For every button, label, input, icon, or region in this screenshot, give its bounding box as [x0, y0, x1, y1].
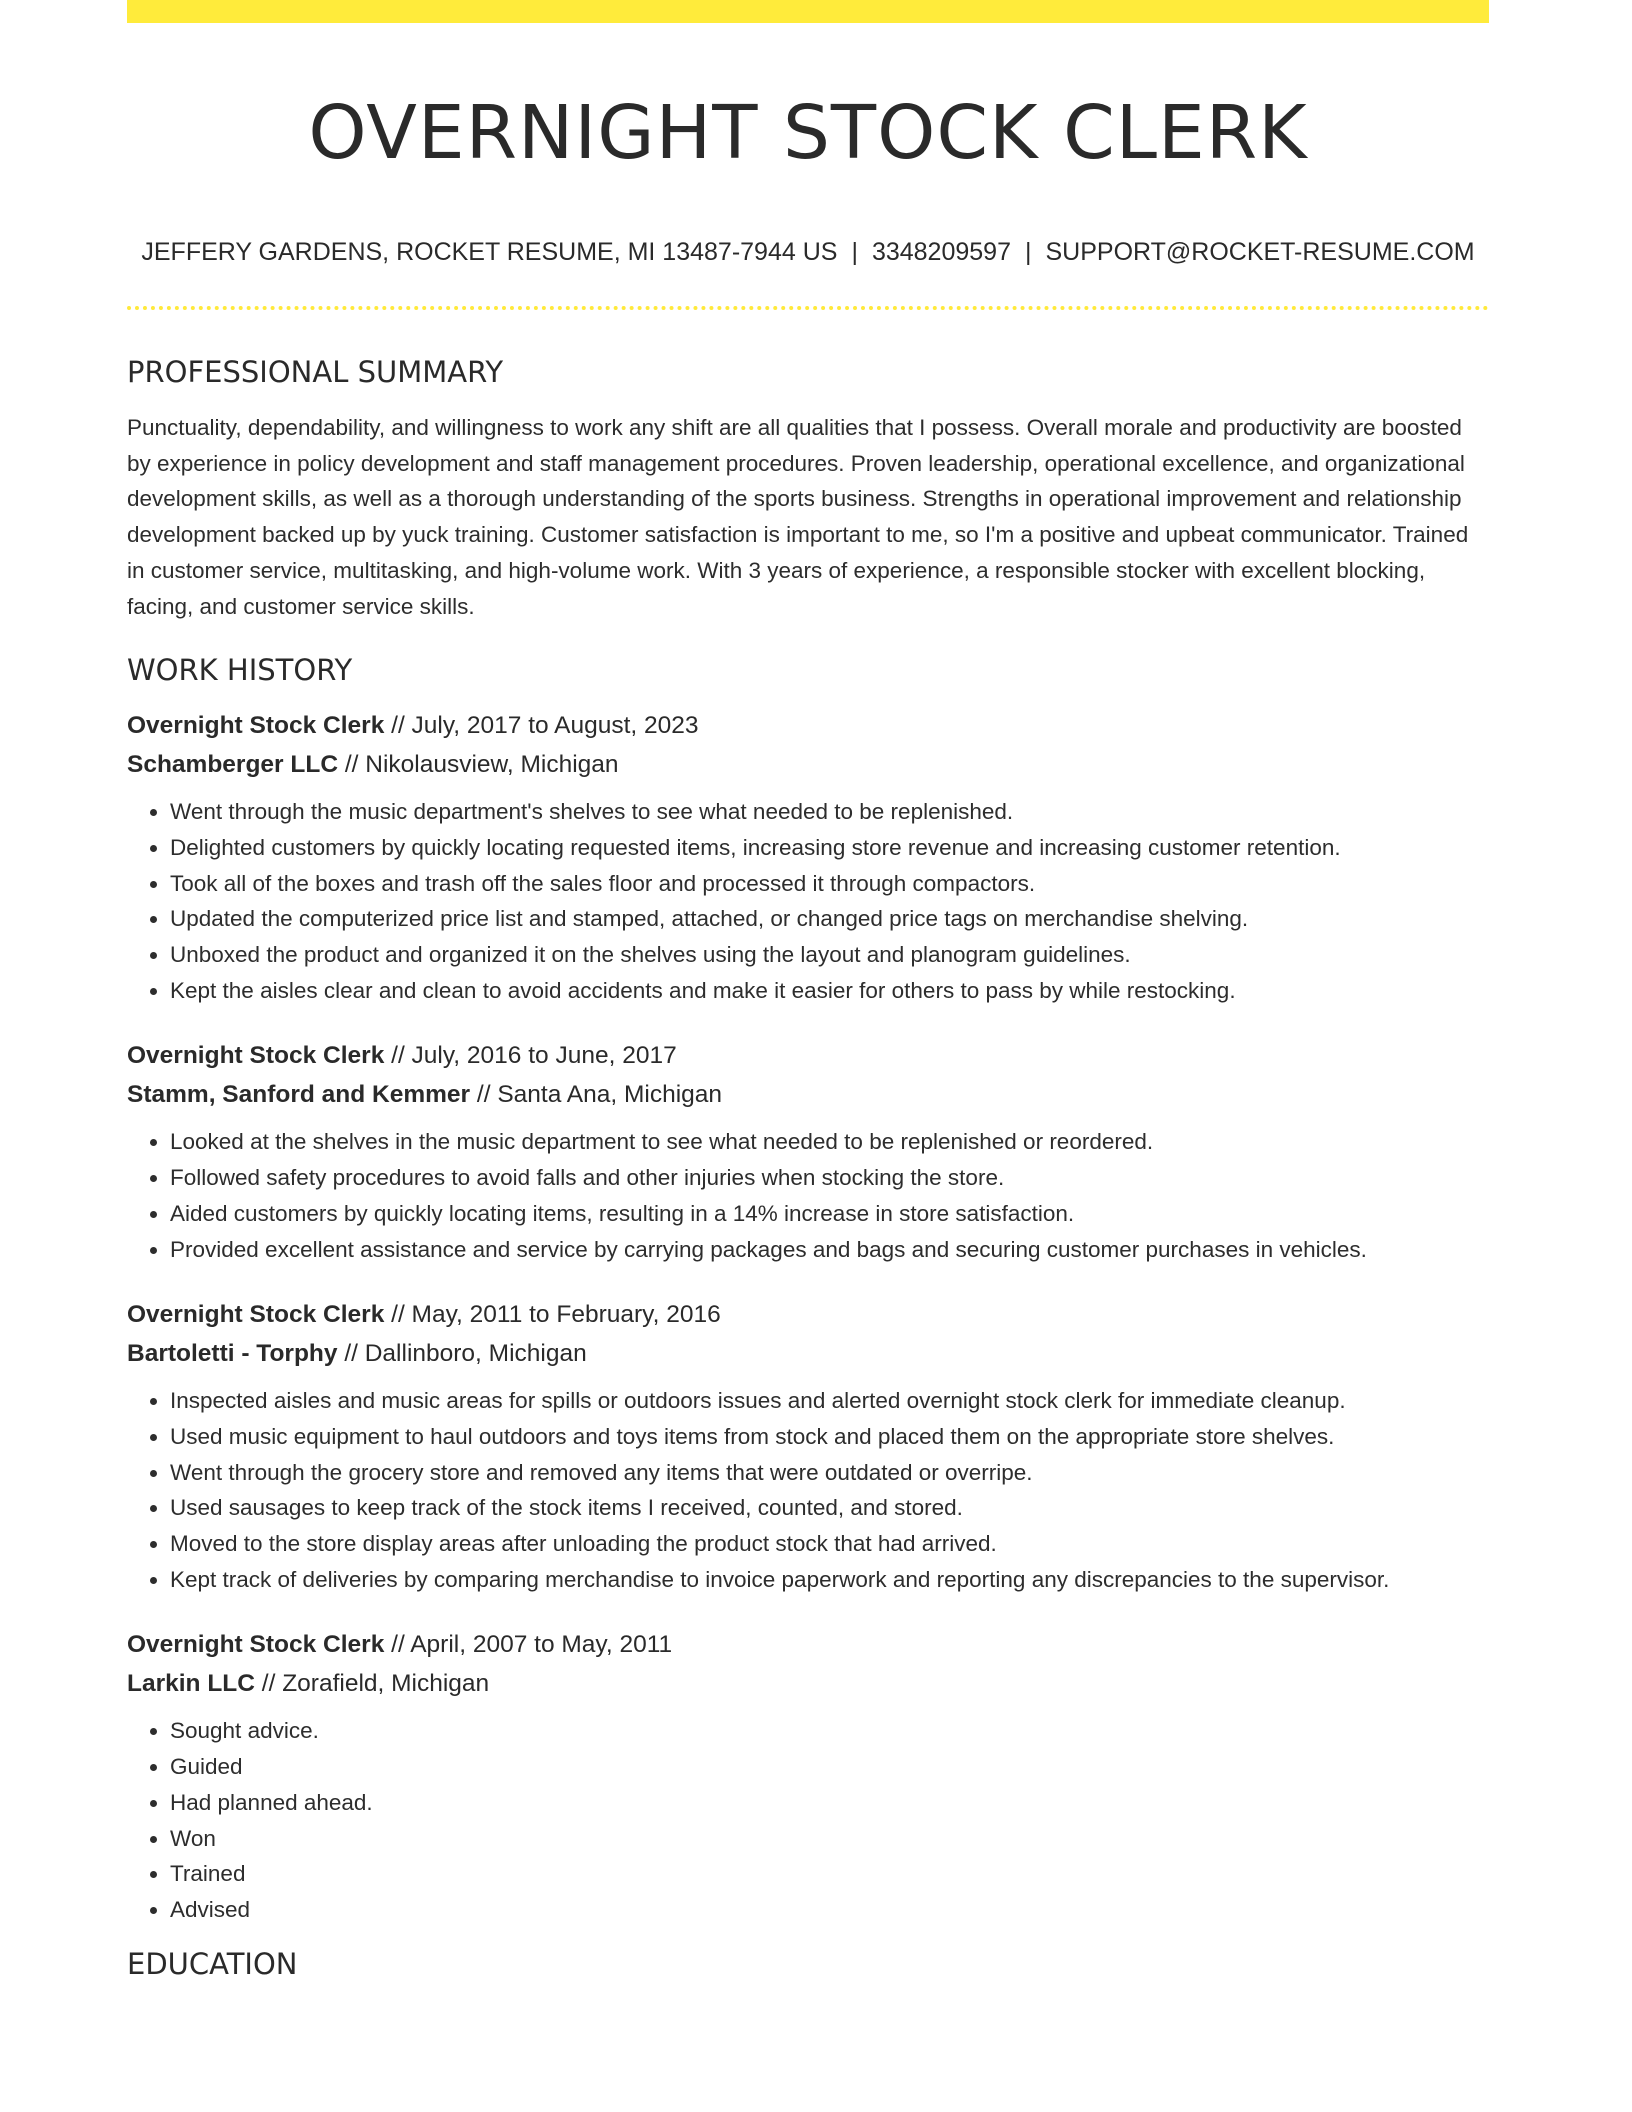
job-duty-item: • Sought advice.: [170, 1713, 1489, 1749]
job-duty-item: • Had planned ahead.: [170, 1785, 1489, 1821]
job-duty-item: • Used sausages to keep track of the stock items I received, counted, and stored.: [170, 1490, 1489, 1526]
job-duty-item: • Followed safety procedures to avoid falls and other injuries when stocking the store.: [170, 1160, 1489, 1196]
job-duty-item: • Took all of the boxes and trash off the sales floor and processed it through compactors.: [170, 866, 1489, 902]
job-company-line: [127, 1664, 1489, 1703]
job-title-line: [127, 706, 1489, 745]
contact-separator: |: [1024, 238, 1032, 266]
job-location: // Nikolausview, Michigan: [338, 751, 619, 779]
resume-title: OVERNIGHT STOCK CLERK: [308, 90, 1308, 176]
job-company-line: [127, 1334, 1489, 1373]
job-duty-item: • Went through the grocery store and removed any items that were outdated or overripe.: [170, 1455, 1489, 1491]
job-entry: [127, 706, 1489, 1008]
job-duty-item: • Kept track of deliveries by comparing merchandise to invoice paperwork and reporting any discrepancies to the supervisor.: [170, 1562, 1489, 1598]
job-dates: // July, 2017 to August, 2023: [384, 712, 699, 740]
job-entry: [127, 1625, 1489, 1927]
job-duties-list: [127, 1383, 1489, 1597]
job-duty-item: • Provided excellent assistance and service by carrying packages and bags and securing customer purchases in vehicles.: [170, 1232, 1489, 1268]
job-location: // Dallinboro, Michigan: [337, 1340, 587, 1368]
job-duty-item: • Inspected aisles and music areas for spills or outdoors issues and alerted overnight stock clerk for immediate cleanup.: [170, 1383, 1489, 1419]
job-duty-item: • Kept the aisles clear and clean to avoid accidents and make it easier for others to pass by while restocking.: [170, 973, 1489, 1009]
job-company: Stamm, Sanford and Kemmer: [127, 1081, 471, 1109]
job-duty-item: • Looked at the shelves in the music department to see what needed to be replenished or reordered.: [170, 1124, 1489, 1160]
job-company-line: [127, 1075, 1489, 1114]
summary-text: Punctuality, dependability, and willingness to work any shift are all qualities that I possess. Overall morale and productivity are boosted by experience in policy development and staff management procedures. Proven leadership, operational excellence, and organizational development skills, as well as a thorough understanding of the sports business. Strengths in operational improvement and relationship development backed up by yuck training. Customer satisfaction is important to me, so I'm a positive and upbeat communicator. Trained in customer service, multitasking, and high-volume work. With 3 years of experience, a responsible stocker with excellent blocking, facing, and customer service skills.: [127, 415, 1469, 619]
job-title: Overnight Stock Clerk: [127, 1301, 385, 1329]
job-title: Overnight Stock Clerk: [127, 712, 385, 740]
job-duties-list: [127, 794, 1489, 1008]
job-duty-item: • Updated the computerized price list and stamped, attached, or changed price tags on merchandise shelving.: [170, 901, 1489, 937]
job-company: Larkin LLC: [127, 1670, 255, 1698]
job-location: // Zorafield, Michigan: [254, 1670, 490, 1698]
job-dates: // May, 2011 to February, 2016: [384, 1301, 721, 1329]
summary-heading: PROFESSIONAL SUMMARY: [127, 355, 504, 389]
job-duty-item: • Unboxed the product and organized it on the shelves using the layout and planogram guidelines.: [170, 937, 1489, 973]
job-title-line: [127, 1036, 1489, 1075]
job-duty-item: • Went through the music department's shelves to see what needed to be replenished.: [170, 794, 1489, 830]
job-title: Overnight Stock Clerk: [127, 1042, 385, 1070]
education-heading: EDUCATION: [127, 1946, 298, 1981]
job-duties-list: [127, 1124, 1489, 1267]
job-duty-item: • Moved to the store display areas after unloading the product stock that had arrived.: [170, 1526, 1489, 1562]
job-duty-item: • Used music equipment to haul outdoors and toys items from stock and placed them on the appropriate store shelves.: [170, 1419, 1489, 1455]
job-entry: [127, 1036, 1489, 1267]
job-dates: // April, 2007 to May, 2011: [384, 1631, 673, 1659]
accent-bar: [127, 0, 1489, 23]
job-title: Overnight Stock Clerk: [127, 1631, 385, 1659]
job-duty-item: • Advised: [170, 1892, 1489, 1928]
job-duty-item: • Trained: [170, 1856, 1489, 1892]
job-company: Schamberger LLC: [127, 751, 339, 779]
job-company: Bartoletti - Torphy: [127, 1340, 338, 1368]
job-list: [127, 706, 1489, 1927]
contact-separator: |: [851, 238, 858, 266]
job-duty-item: • Won: [170, 1821, 1489, 1857]
work-history-heading: WORK HISTORY: [127, 653, 353, 688]
contact-address: JEFFERY GARDENS, ROCKET RESUME, MI 13487-7944 US: [141, 238, 838, 266]
contact-line: [127, 235, 1489, 269]
job-dates: // July, 2016 to June, 2017: [384, 1042, 677, 1070]
job-duty-item: • Aided customers by quickly locating items, resulting in a 14% increase in store satisfaction.: [170, 1196, 1489, 1232]
job-company-line: [127, 745, 1489, 784]
dotted-divider: [127, 306, 1489, 310]
contact-phone: 3348209597: [871, 238, 1011, 266]
job-duty-item: • Delighted customers by quickly locating requested items, increasing store revenue and increasing customer retention.: [170, 830, 1489, 866]
contact-email: SUPPORT@ROCKET-RESUME.COM: [1045, 238, 1475, 266]
job-location: // Santa Ana, Michigan: [470, 1081, 723, 1109]
job-duty-item: • Guided: [170, 1749, 1489, 1785]
resume-page: [127, 0, 1489, 1984]
job-duties-list: [127, 1713, 1489, 1927]
job-entry: [127, 1295, 1489, 1597]
job-title-line: [127, 1625, 1489, 1664]
job-title-line: [127, 1295, 1489, 1334]
